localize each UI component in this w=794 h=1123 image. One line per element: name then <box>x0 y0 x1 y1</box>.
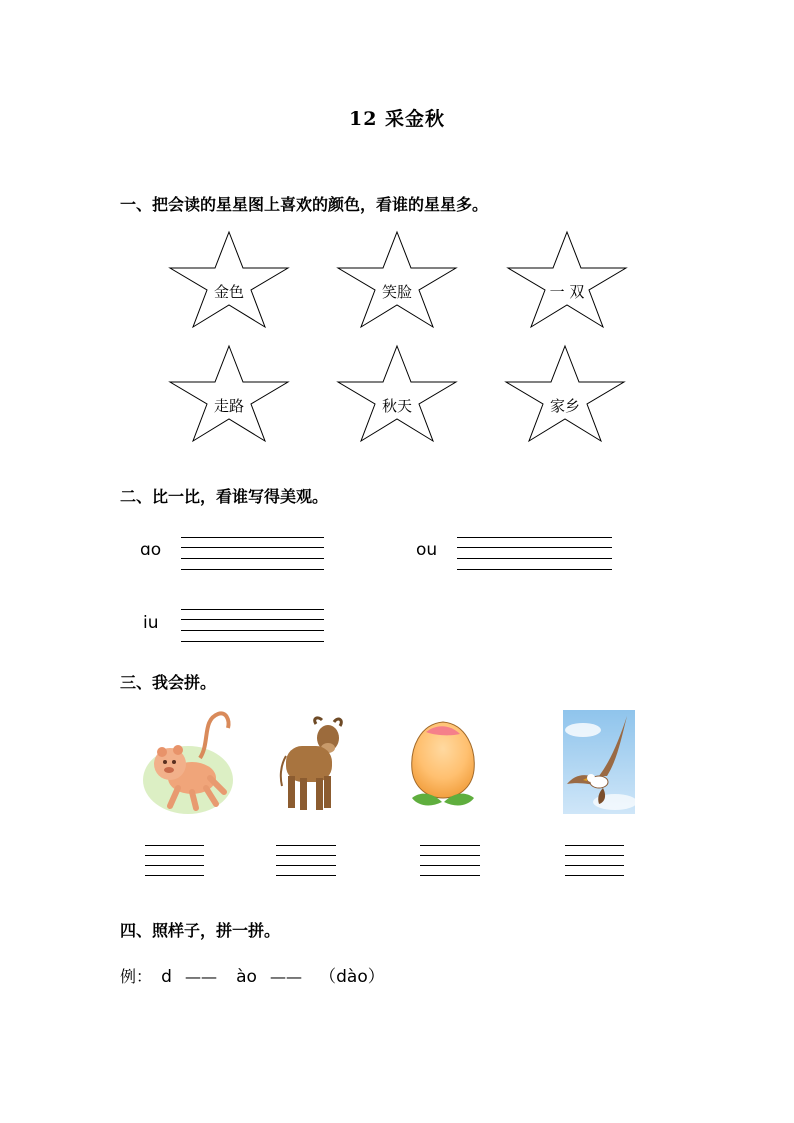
example-dash-1: —— <box>185 967 217 986</box>
ox-picture <box>278 716 348 816</box>
star-label: 家乡 <box>549 397 580 415</box>
section1-heading: 一、把会读的星星图上喜欢的颜色，看谁的星星多。 <box>120 195 489 214</box>
writing-lines-lion[interactable] <box>145 845 204 876</box>
star-label: 秋天 <box>381 397 412 415</box>
writing-lines-peach[interactable] <box>420 845 480 876</box>
eagle-picture <box>563 710 635 814</box>
pinyin-iu: iu <box>143 613 159 633</box>
star-label: 笑脸 <box>381 283 412 301</box>
writing-lines-ox[interactable] <box>276 845 336 876</box>
example-line <box>120 962 385 987</box>
lion-cub-picture <box>140 708 236 816</box>
writing-lines-eagle[interactable] <box>565 845 624 876</box>
star-shape-icon <box>505 230 629 330</box>
writing-lines-iu[interactable] <box>181 609 324 642</box>
star-shape-icon <box>335 230 459 330</box>
star-3[interactable] <box>505 230 629 330</box>
writing-lines-ou[interactable] <box>457 537 612 570</box>
section3-heading: 三、我会拼。 <box>120 673 217 692</box>
section2-heading: 二、比一比，看谁写得美观。 <box>120 487 329 506</box>
example-final: ào <box>236 967 257 987</box>
star-label: 一 双 <box>549 283 585 301</box>
writing-lines-ao[interactable] <box>181 537 324 570</box>
page-title: 12 采金秋 <box>348 108 446 130</box>
star-shape-icon <box>335 344 459 444</box>
star-shape-icon <box>503 344 627 444</box>
star-2[interactable] <box>335 230 459 330</box>
star-1[interactable] <box>167 230 291 330</box>
star-5[interactable] <box>335 344 459 444</box>
star-shape-icon <box>167 230 291 330</box>
star-label: 金色 <box>213 283 244 301</box>
pinyin-ou: ou <box>416 540 438 560</box>
star-4[interactable] <box>167 344 291 444</box>
star-6[interactable] <box>503 344 627 444</box>
example-result: （dào） <box>319 967 385 987</box>
section4-heading: 四、照样子，拼一拼。 <box>120 921 281 940</box>
star-shape-icon <box>167 344 291 444</box>
peach-picture <box>406 718 480 810</box>
example-prefix: 例： <box>120 967 153 986</box>
example-dash-2: —— <box>270 967 303 986</box>
pinyin-ao: ɑo <box>140 540 162 560</box>
star-label: 走路 <box>213 397 244 415</box>
example-initial: d <box>161 967 172 987</box>
